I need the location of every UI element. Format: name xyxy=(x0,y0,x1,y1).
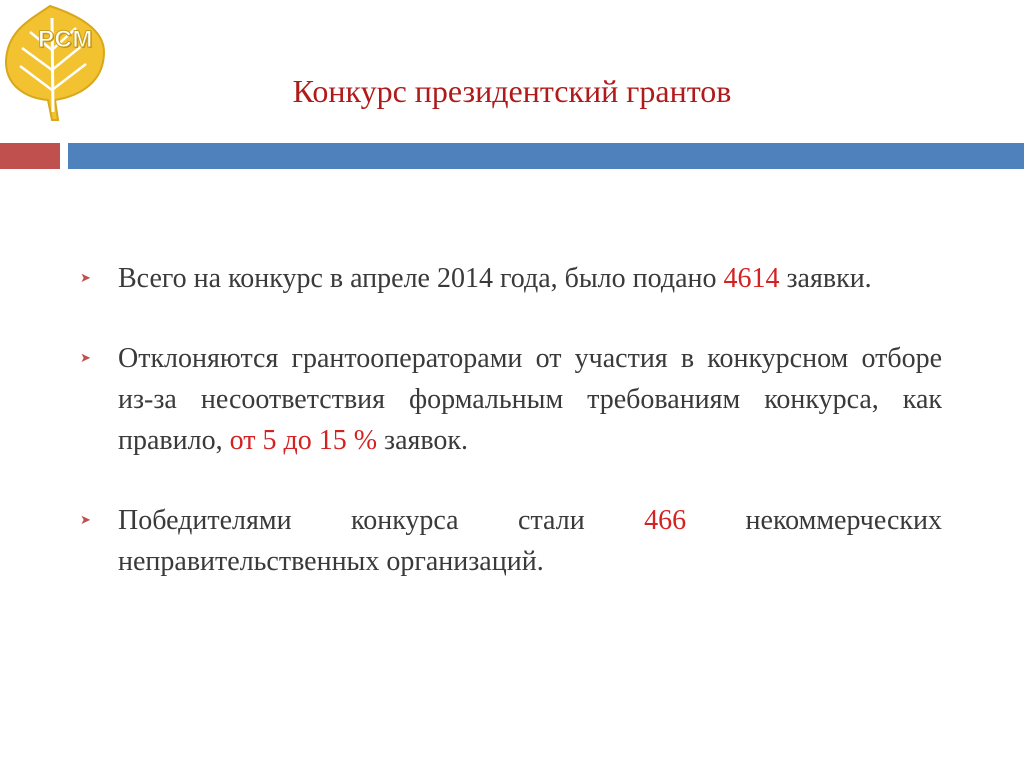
bullet-text: некоммерческих неправительственных организаций. xyxy=(118,505,943,577)
logo-text: РСМ xyxy=(38,26,94,53)
accent-bar-blue xyxy=(68,143,1024,169)
bullet-highlight: 4614 xyxy=(723,263,780,294)
bullet-highlight: 466 xyxy=(644,505,687,536)
chevron-right-icon: ➤ xyxy=(80,513,91,528)
chevron-right-icon: ➤ xyxy=(80,351,91,366)
bullet-text: заявки. xyxy=(779,263,872,294)
bullet-item xyxy=(80,258,942,299)
chevron-right-icon: ➤ xyxy=(80,271,91,286)
bullet-text: Победителями конкурса стали xyxy=(118,505,645,536)
bullet-list xyxy=(80,258,942,621)
bullet-highlight: от 5 до 15 % xyxy=(229,425,378,456)
bullet-item xyxy=(80,338,942,461)
slide-title: Конкурс президентский грантов xyxy=(292,73,732,109)
bullet-text: Отклоняются грантооператорами от участия в конкурсном отборе из-за несоответствия формальным требованиям конкурса, как правило, xyxy=(118,343,942,456)
bullet-item xyxy=(80,500,942,582)
bullet-text: Всего на конкурс в апреле 2014 года, было подано xyxy=(118,263,724,294)
bullet-text: заявок. xyxy=(377,425,469,456)
accent-bar-red xyxy=(0,143,60,169)
